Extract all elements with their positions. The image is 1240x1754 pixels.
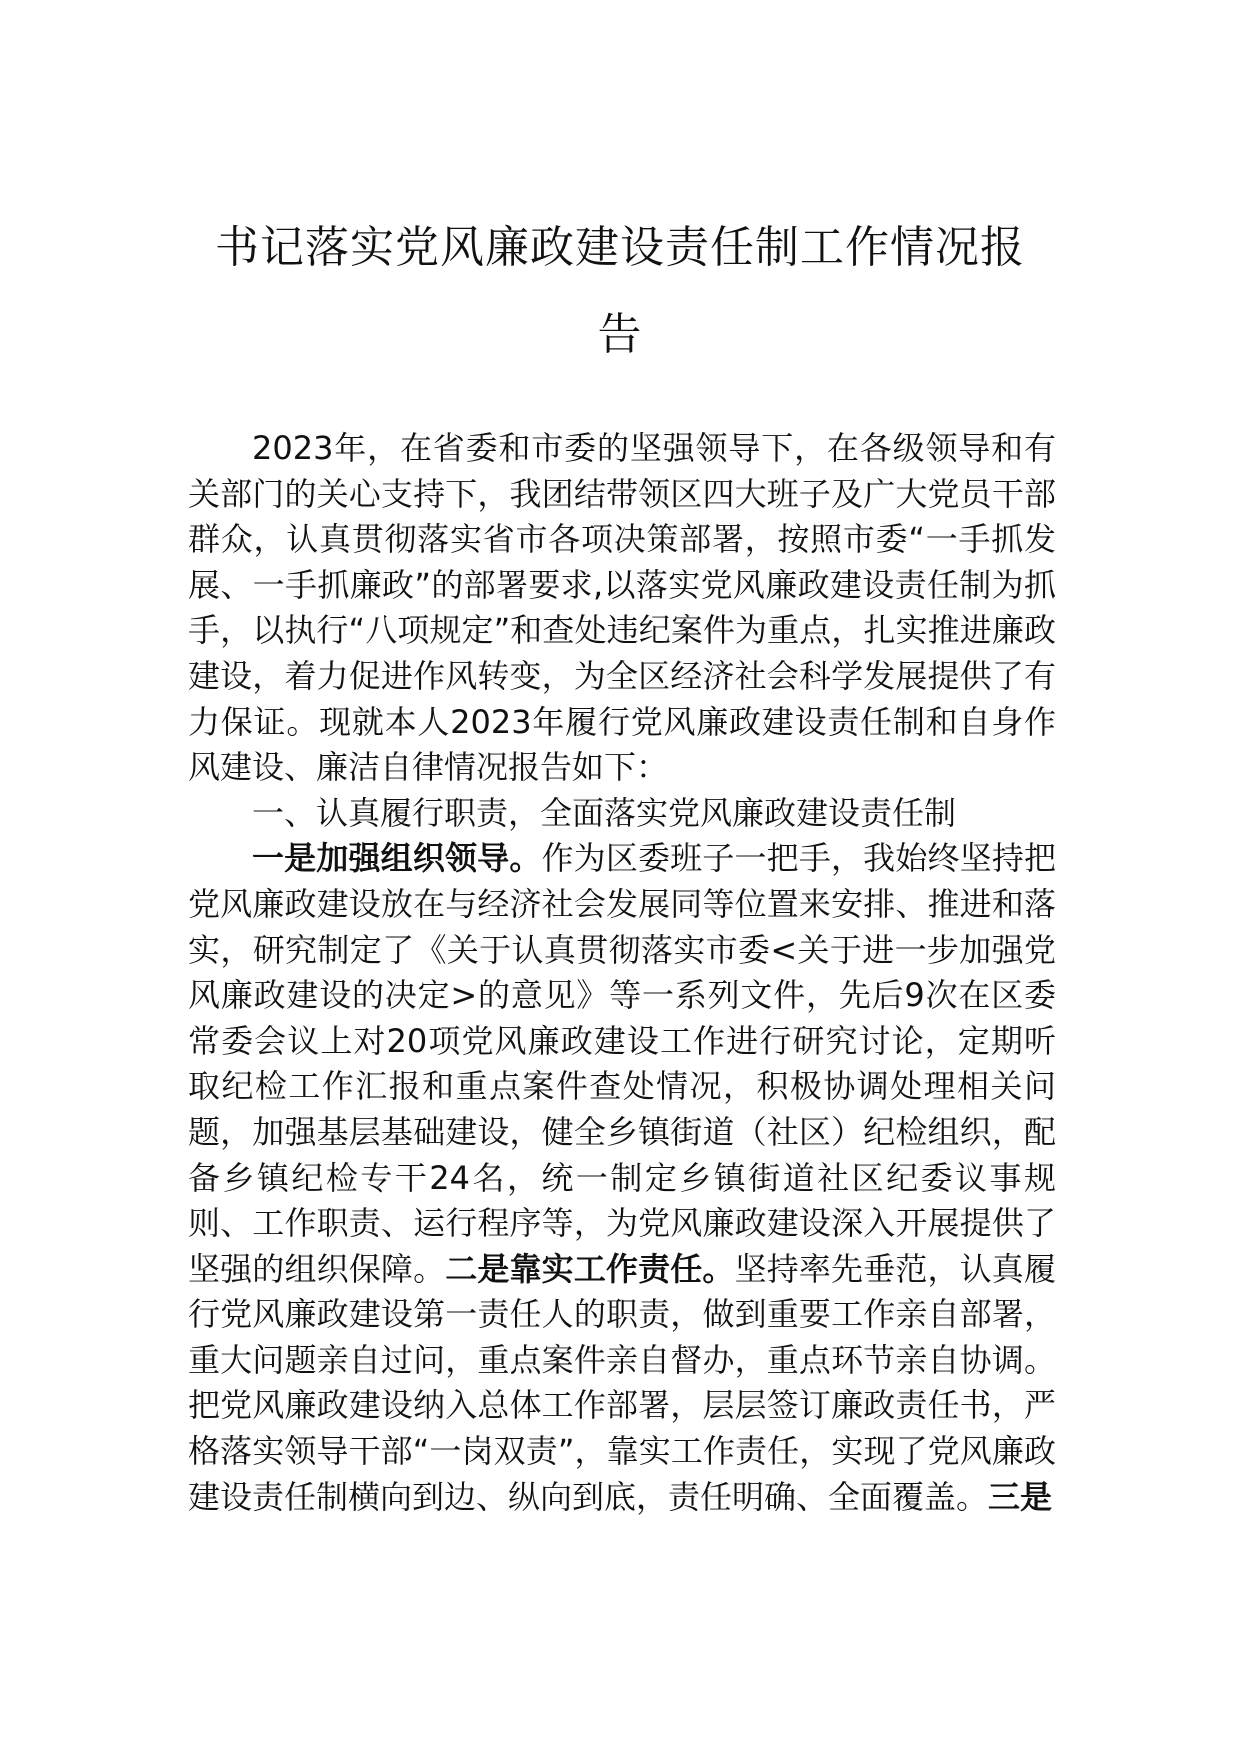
point-1-lead: 一是加强组织领导。 — [252, 839, 542, 878]
point-1-text: 作为区委班子一把手，我始终坚持把党风廉政建设放在与经济社会发展同等位置来安排、推进和落实，研究制定了《关于认真贯彻落实市委<关于进一步加强党风廉政建设的决定>的意见》等一系列文件，先后9次在区委常委会议上对20项党风廉政建设工作进行研究讨论，定期听取纪检工作汇报和重点案件查处情况，积极协调处理相关问题，加强基层基础建设，健全乡镇街道（社区）纪检组织，配备乡镇纪检专干24名，统一制定乡镇街道社区纪委议事规则、工作职责、运行程序等，为党风廉政建设深入开展提供了坚强的组织保障。 — [188, 839, 1056, 1288]
intro-paragraph: 2023年，在省委和市委的坚强领导下，在各级领导和有关部门的关心支持下，我团结带领区四大班子及广大党员干部群众，认真贯彻落实省市各项决策部署，按照市委“一手抓发展、一手抓廉政”的部署要求,以落实党风廉政建设责任制为抓手，以执行“八项规定”和查处违纪案件为重点，扎实推进廉政建设，着力促进作风转变，为全区经济社会科学发展提供了有力保证。现就本人2023年履行党风廉政建设责任制和自身作风建设、廉洁自律情况报告如下： — [188, 429, 1056, 787]
document-title-line-1: 书记落实党风廉政建设责任制工作情况报 — [215, 222, 1025, 273]
section-1-paragraph — [188, 836, 1056, 1520]
document-body — [188, 426, 1056, 1520]
point-3-lead: 三是 — [988, 1477, 1053, 1516]
document-title-line-2: 告 — [597, 309, 643, 360]
point-2-lead: 二是靠实工作责任。 — [445, 1249, 735, 1288]
section-heading-1: 一、认真履行职责，全面落实党风廉政建设责任制 — [252, 793, 957, 832]
point-2-text: 坚持率先垂范，认真履行党风廉政建设第一责任人的职责，做到重要工作亲自部署，重大问题亲自过问，重点案件亲自督办，重点环节亲自协调。把党风廉政建设纳入总体工作部署，层层签订廉政责任书，严格落实领导干部“一岗双责”，靠实工作责任，实现了党风廉政建设责任制横向到边、纵向到底，责任明确、全面覆盖。 — [188, 1249, 1056, 1516]
